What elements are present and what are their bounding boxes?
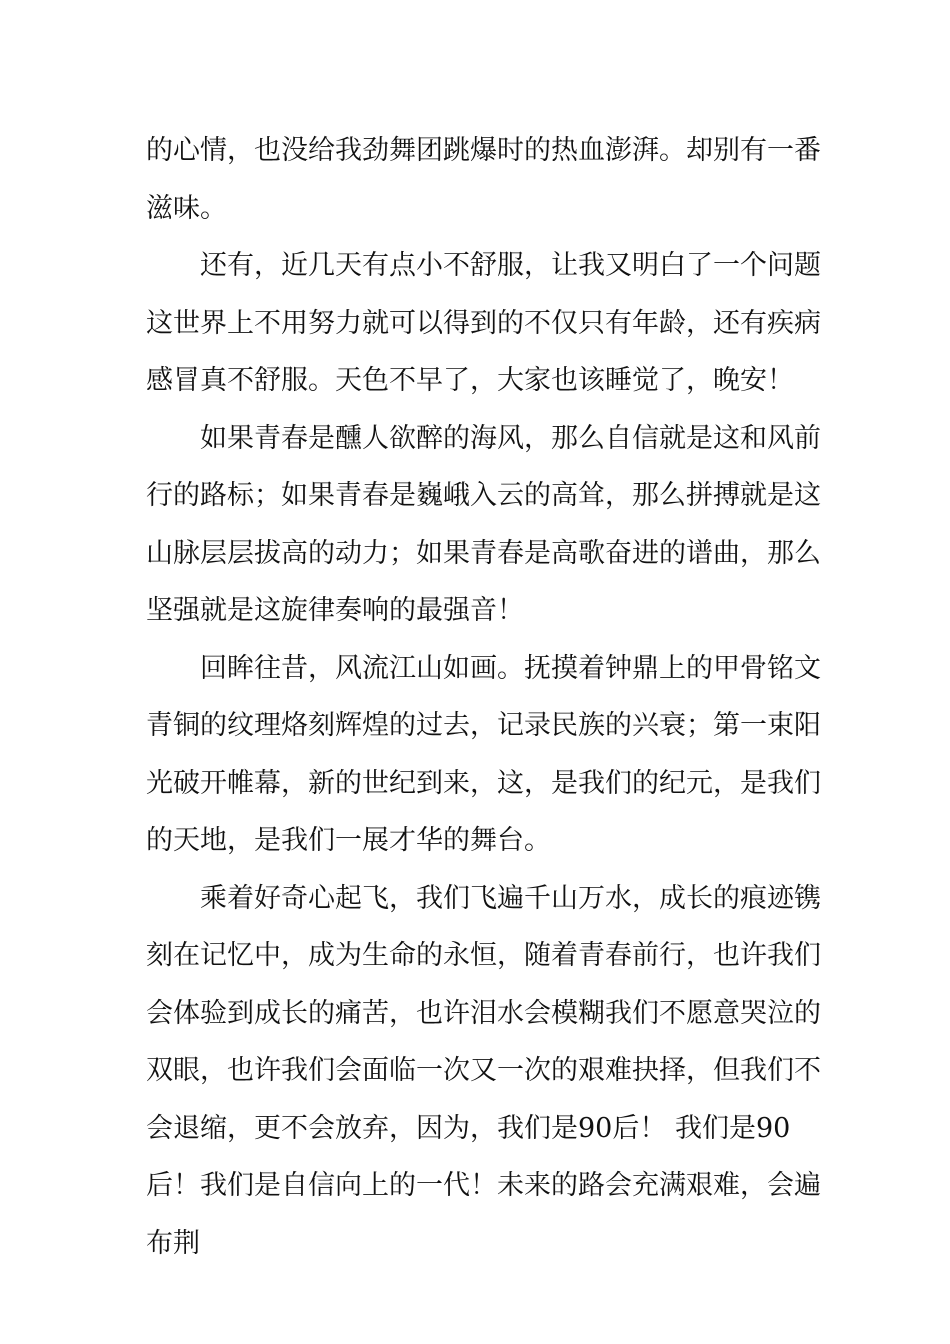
paragraph-3: 如果青春是醺人欲醉的海风，那么自信就是这和风前行的路标；如果青春是巍峨入云的高耸，那么拼搏就是这山脉层层拔高的动力；如果青春是高歌奋进的谱曲，那么坚强就是这旋律奏响的最强音！: [146, 422, 821, 626]
paragraph-2: 还有，近几天有点小不舒服，让我又明白了一个问题这世界上不用努力就可以得到的不仅只有年龄，还有疾病感冒真不舒服。天色不早了，大家也该睡觉了，晚安！: [146, 250, 821, 396]
paragraph-4: 回眸往昔，风流江山如画。抚摸着钟鼎上的甲骨铭文青铜的纹理烙刻辉煌的过去，记录民族的兴衰；第一束阳光破开帷幕，新的世纪到来，这，是我们的纪元，是我们的天地，是我们一展才华的舞台。: [146, 652, 821, 856]
document-body: [146, 122, 836, 1272]
paragraph-1: 的心情，也没给我劲舞团跳爆时的热血澎湃。却别有一番滋味。: [146, 135, 821, 224]
paragraph-5: 乘着好奇心起飞，我们飞遍千山万水，成长的痕迹镌刻在记忆中，成为生命的永恒，随着青春前行，也许我们会体验到成长的痛苦，也许泪水会模糊我们不愿意哭泣的双眼，也许我们会面临一次又一次的艰难抉择，但我们不会退缩，更不会放弃，因为，我们是90后！ 我们是90后！我们是自信向上的一代！未来的路会充满艰难，会遍布荆: [146, 882, 821, 1259]
